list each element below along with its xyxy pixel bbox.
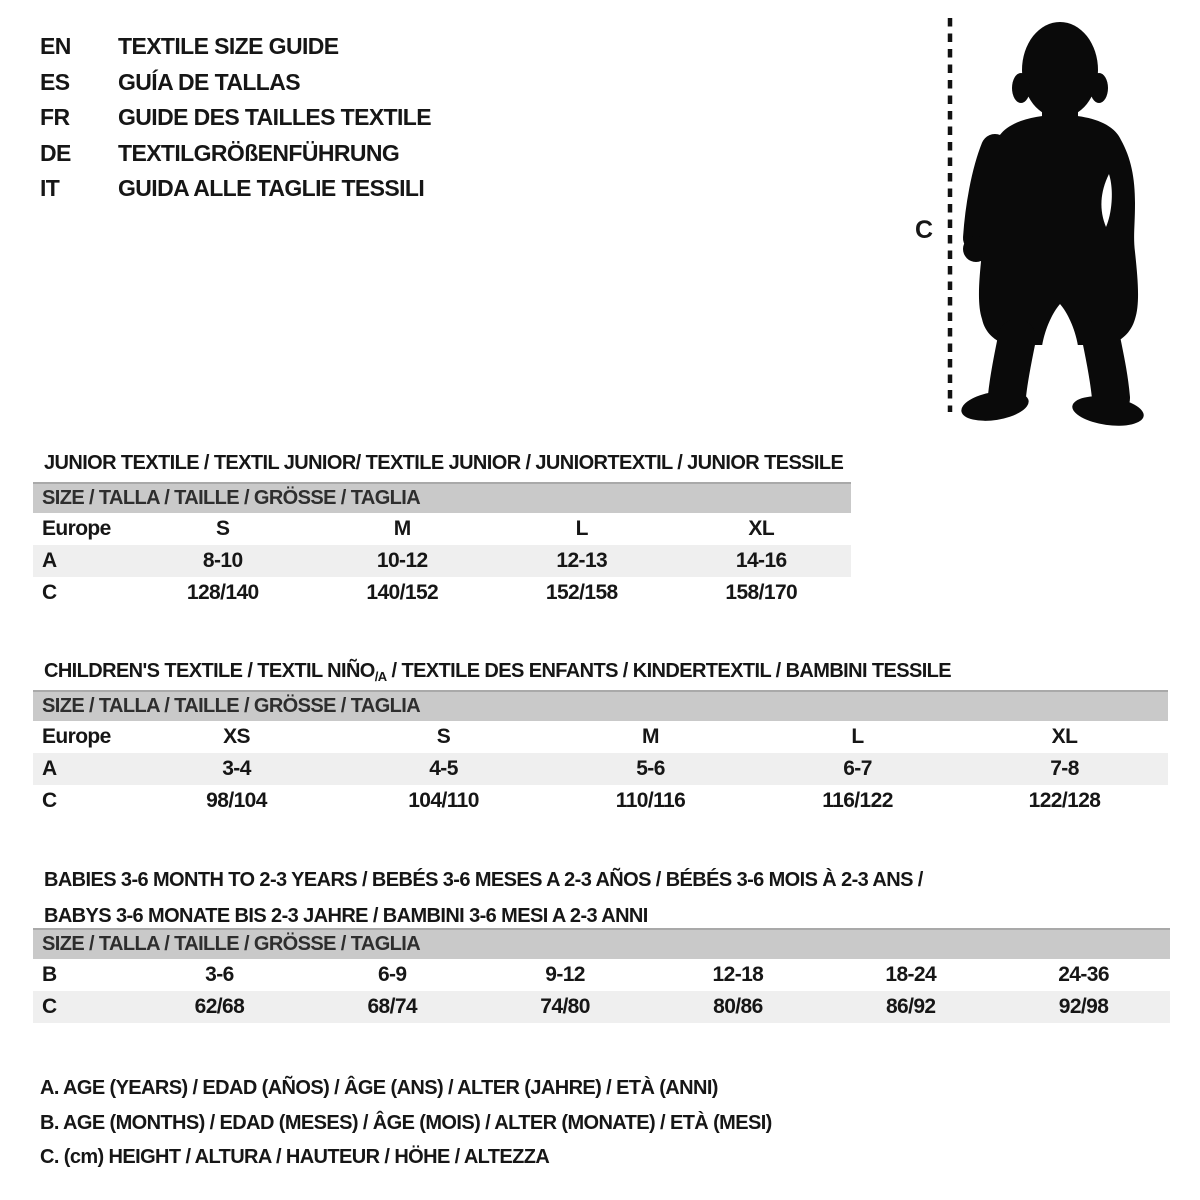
table-cell: 12-18 (712, 963, 764, 986)
babies-title-line1: BABIES 3-6 MONTH TO 2-3 YEARS / BEBÉS 3-6 MESES A 2-3 AÑOS / BÉBÉS 3-6 MOIS À 2-3 ANS / (44, 868, 923, 891)
children-title-sub: /A (374, 668, 387, 684)
toddler-silhouette-shape (959, 22, 1145, 430)
lang-row-fr (40, 100, 431, 136)
lang-code: FR (40, 104, 70, 131)
children-size-header-bar: SIZE / TALLA / TAILLE / GRÖSSE / TAGLIA (33, 690, 1168, 721)
babies-title-line2: BABYS 3-6 MONATE BIS 2-3 JAHRE / BAMBINI 3-6 MESI A 2-3 ANNI (44, 904, 648, 927)
footnote-height-cm: C. (cm) HEIGHT / ALTURA / HAUTEUR / HÖHE / ALTEZZA (40, 1146, 550, 1168)
junior-section-title: JUNIOR TEXTILE / TEXTIL JUNIOR/ TEXTILE JUNIOR / JUNIORTEXTIL / JUNIOR TESSILE (44, 451, 844, 474)
junior-size-table (33, 482, 851, 609)
table-cell: 152/158 (545, 581, 618, 604)
children-title-post: / TEXTILE DES ENFANTS / KINDERTEXTIL / BAMBINI TESSILE (386, 659, 952, 682)
row-label: Europe (42, 517, 111, 540)
table-cell: XS (223, 725, 250, 748)
lang-code: ES (40, 68, 70, 95)
table-cell: 110/116 (615, 789, 686, 812)
lang-row-it (40, 171, 431, 207)
lang-code: DE (40, 139, 71, 166)
table-row (33, 577, 851, 609)
language-title-list (40, 29, 431, 207)
row-label: C (42, 995, 57, 1018)
legend-footnotes (40, 1071, 772, 1175)
babies-section-title (44, 862, 923, 934)
lang-row-en (40, 29, 431, 65)
table-cell: M (642, 725, 659, 748)
table-cell: 140/152 (366, 581, 439, 604)
guide-title-de: TEXTILGRÖßENFÜHRUNG (118, 139, 400, 166)
table-cell: 74/80 (540, 995, 590, 1018)
row-label: B (42, 963, 57, 986)
table-cell: L (851, 725, 864, 748)
babies-size-header-bar: SIZE / TALLA / TAILLE / GRÖSSE / TAGLIA (33, 928, 1170, 959)
table-cell: 6-7 (843, 757, 872, 780)
table-row (33, 785, 1168, 817)
children-section-title (44, 658, 951, 686)
guide-title-es: GUÍA DE TALLAS (118, 68, 300, 95)
footnote-age-years: A. AGE (YEARS) / EDAD (AÑOS) / ÂGE (ANS) / ALTER (JAHRE) / ETÀ (ANNI) (40, 1077, 718, 1099)
row-label: A (42, 549, 57, 572)
table-cell: XL (748, 517, 775, 540)
table-cell: 24-36 (1058, 963, 1109, 986)
table-row (33, 991, 1170, 1023)
guide-title-it: GUIDA ALLE TAGLIE TESSILI (118, 175, 425, 202)
table-cell: XL (1051, 725, 1078, 748)
guide-title-fr: GUIDE DES TAILLES TEXTILE (118, 104, 431, 131)
table-row (33, 721, 1168, 753)
height-measure-label: C (915, 216, 933, 244)
table-cell: 122/128 (1028, 789, 1101, 812)
table-cell: 3-4 (222, 757, 251, 780)
guide-title-en: TEXTILE SIZE GUIDE (118, 33, 339, 60)
table-row (33, 959, 1170, 991)
lang-code: IT (40, 175, 60, 202)
table-cell: 80/86 (713, 995, 763, 1018)
children-size-table (33, 690, 1168, 817)
table-cell: 104/110 (408, 789, 479, 812)
table-cell: M (393, 517, 411, 540)
table-cell: 68/74 (367, 995, 418, 1018)
row-label: Europe (42, 725, 111, 748)
table-row (33, 753, 1168, 785)
lang-row-es (40, 65, 431, 101)
table-cell: 14-16 (735, 549, 787, 572)
table-cell: 3-6 (205, 963, 234, 986)
row-label: C (42, 789, 57, 812)
table-row (33, 513, 851, 545)
table-cell: 116/122 (822, 789, 893, 812)
table-cell: 92/98 (1058, 995, 1109, 1018)
row-label: A (42, 757, 57, 780)
table-cell: 8-10 (202, 549, 243, 572)
row-label: C (42, 581, 57, 604)
table-cell: 98/104 (206, 789, 267, 812)
children-title-pre: CHILDREN'S TEXTILE / TEXTIL NIÑO (44, 659, 375, 682)
toddler-silhouette-icon (895, 8, 1165, 430)
lang-code: EN (40, 33, 71, 60)
table-cell: 7-8 (1050, 757, 1079, 780)
table-cell: S (216, 517, 230, 540)
table-cell: 6-9 (377, 963, 407, 986)
height-figure (895, 8, 1165, 430)
table-cell: 9-12 (545, 963, 585, 986)
footnote-age-months: B. AGE (MONTHS) / EDAD (MESES) / ÂGE (MOIS) / ALTER (MONATE) / ETÀ (MESI) (40, 1111, 772, 1134)
table-cell: 86/92 (885, 995, 936, 1018)
table-cell: 4-5 (429, 757, 458, 780)
table-cell: S (436, 725, 451, 748)
lang-row-de (40, 136, 431, 172)
table-cell: 12-13 (556, 549, 608, 572)
table-cell: 128/140 (186, 581, 259, 604)
junior-size-header-bar: SIZE / TALLA / TAILLE / GRÖSSE / TAGLIA (33, 482, 851, 513)
table-row (33, 545, 851, 577)
table-cell: 62/68 (194, 995, 245, 1018)
table-cell: 10-12 (376, 549, 428, 572)
babies-size-table (33, 928, 1170, 1023)
table-cell: 5-6 (636, 757, 665, 780)
table-cell: 18-24 (885, 963, 937, 986)
table-cell: 158/170 (725, 581, 798, 604)
table-cell: L (575, 517, 588, 540)
